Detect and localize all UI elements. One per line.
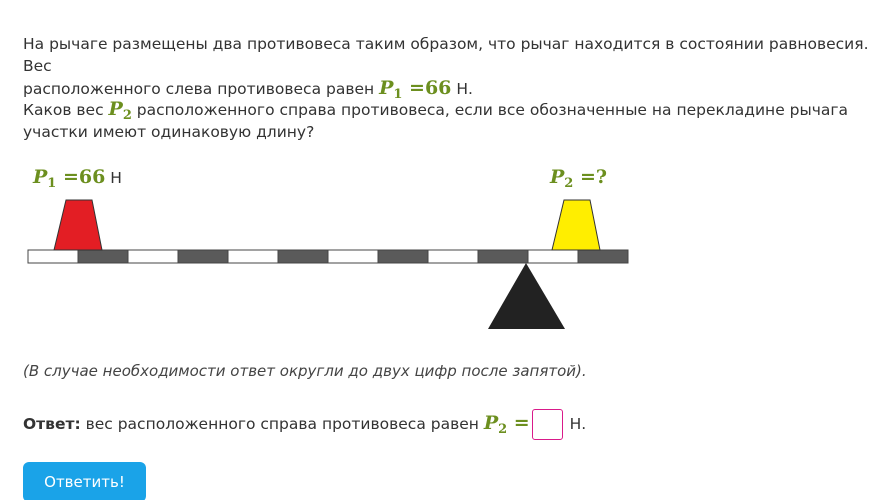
answer-label: Ответ:: [23, 415, 81, 433]
beam-segment: [178, 250, 228, 263]
left-weight: [54, 200, 102, 250]
p2-answer-symbol: $P_2$ =: [483, 412, 530, 437]
beam-segment: [478, 250, 528, 263]
lever-beam: [28, 250, 628, 263]
right-weight-label: $P_2$ =?: [550, 166, 608, 191]
left-weight-label: $P_1 =66$ Н: [33, 166, 122, 191]
right-weight: [552, 200, 600, 250]
beam-segment: [78, 250, 128, 263]
problem-line-2: расположенного слева противовеса равен: [23, 80, 380, 98]
answer-line: Ответ: вес расположенного справа противовеса равен $P_2 = Н$.: [23, 409, 586, 440]
beam-segment: [428, 250, 478, 263]
beam-segment: [328, 250, 378, 263]
beam-segment: [278, 250, 328, 263]
question-text: Каков вес $P_2$ расположенного справа противовеса, если все обозначенные на перекладине рычага участки имеют одинаковую длину?: [23, 98, 849, 141]
problem-line-1: На рычаге размещены два противовеса таким образом, что рычаг находится в состоянии равновесия. Вес: [23, 35, 869, 75]
beam-segment: [378, 250, 428, 263]
beam-segment: [578, 250, 628, 263]
answer-input[interactable]: [532, 409, 563, 440]
problem-unit: Н.: [451, 80, 473, 98]
beam-segment: [228, 250, 278, 263]
beam-segment: [128, 250, 178, 263]
beam-segment: [28, 250, 78, 263]
p1-expression: $P_1 =66$: [379, 77, 452, 102]
beam-segment: [528, 250, 578, 263]
rounding-hint: (В случае необходимости ответ округли до двух цифр после запятой).: [23, 362, 587, 380]
submit-button[interactable]: Ответить!: [23, 462, 146, 500]
p2-symbol: $P_2$: [108, 98, 132, 123]
fulcrum-triangle: [488, 263, 565, 329]
